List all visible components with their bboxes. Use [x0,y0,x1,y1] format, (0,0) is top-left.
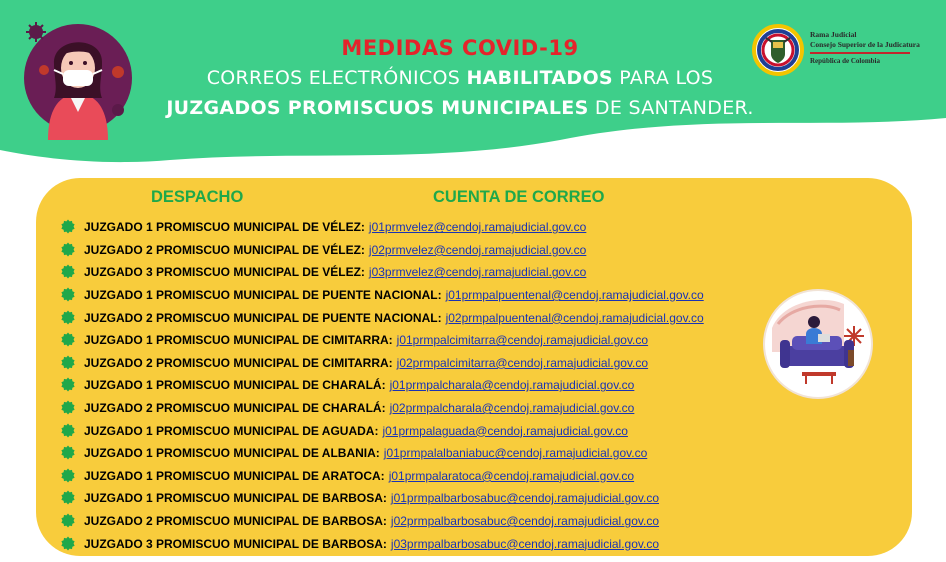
court-name: JUZGADO 2 PROMISCUO MUNICIPAL DE VÉLEZ: [84,242,365,257]
court-email-link[interactable]: j01prmpalcharala@cendoj.ramajudicial.gov.co [389,378,635,393]
court-email-link[interactable]: j01prmpalbarbosabuc@cendoj.ramajudicial.gov.co [390,491,660,506]
court-name: JUZGADO 1 PROMISCUO MUNICIPAL DE VÉLEZ: [84,220,365,235]
court-name: JUZGADO 1 PROMISCUO MUNICIPAL DE AGUADA: [84,423,379,438]
green-badge-icon [60,377,76,393]
list-item [60,442,760,465]
green-badge-icon [60,513,76,529]
court-name: JUZGADO 3 PROMISCUO MUNICIPAL DE VÉLEZ: [84,265,365,280]
list-item [60,216,760,239]
rama-judicial-logo [752,24,922,78]
column-header-despacho: DESPACHO [151,188,244,206]
court-email-link[interactable]: j02prmpalcimitarra@cendoj.ramajudicial.gov.co [396,355,649,370]
green-badge-icon [60,355,76,371]
green-badge-icon [60,219,76,235]
court-email-link[interactable]: j02prmpalcharala@cendoj.ramajudicial.gov.co [389,401,635,416]
list-item [60,261,760,284]
court-name: JUZGADO 2 PROMISCUO MUNICIPAL DE BARBOSA: [84,514,387,529]
list-item [60,306,760,329]
list-item [60,419,760,442]
list-item [60,397,760,420]
court-email-link[interactable]: j02prmvelez@cendoj.ramajudicial.gov.co [368,242,587,257]
list-item [60,329,760,352]
green-badge-icon [60,242,76,258]
green-badge-icon [60,468,76,484]
logo-divider [810,52,910,54]
court-email-link[interactable]: j01prmpalalbaniabuc@cendoj.ramajudicial.gov.co [383,446,648,461]
court-email-link[interactable]: j01prmpalpuentenal@cendoj.ramajudicial.gov.co [445,288,704,303]
courts-list [60,216,760,555]
page-title: MEDIDAS COVID-19 [341,36,579,60]
list-item [60,239,760,262]
court-name: JUZGADO 2 PROMISCUO MUNICIPAL DE CHARALÁ: [84,401,386,416]
court-name: JUZGADO 1 PROMISCUO MUNICIPAL DE ARATOCA: [84,468,385,483]
logo-text: Rama Judicial Consejo Superior de la Judicatura [810,30,920,49]
header-banner [0,0,946,170]
subtitle-line-1: CORREOS ELECTRÓNICOS HABILITADOS PARA LOS [206,67,714,89]
court-name: JUZGADO 1 PROMISCUO MUNICIPAL DE CIMITARRA: [84,333,393,348]
list-item [60,374,760,397]
court-email-link[interactable]: j03prmpalbarbosabuc@cendoj.ramajudicial.gov.co [390,536,660,551]
column-header-cuenta: CUENTA DE CORREO [433,188,605,206]
green-badge-icon [60,400,76,416]
court-email-link[interactable]: j01prmvelez@cendoj.ramajudicial.gov.co [368,220,587,235]
logo-country: República de Colombia [810,57,881,65]
green-badge-icon [60,445,76,461]
list-item [60,352,760,375]
court-email-link[interactable]: j02prmpalbarbosabuc@cendoj.ramajudicial.gov.co [390,514,660,529]
court-name: JUZGADO 1 PROMISCUO MUNICIPAL DE ALBANIA: [84,446,380,461]
court-email-link[interactable]: j01prmpalaratoca@cendoj.ramajudicial.gov.co [388,468,635,483]
list-item [60,532,760,555]
colombia-shield-icon [752,24,804,76]
list-item [60,510,760,533]
court-email-link[interactable]: j01prmpalaguada@cendoj.ramajudicial.gov.co [382,423,628,438]
list-item [60,487,760,510]
list-item [60,284,760,307]
list-item [60,465,760,488]
court-name: JUZGADO 2 PROMISCUO MUNICIPAL DE PUENTE NACIONAL: [84,310,442,325]
court-email-link[interactable]: j02prmpalpuentenal@cendoj.ramajudicial.gov.co [445,310,704,325]
court-email-link[interactable]: j03prmvelez@cendoj.ramajudicial.gov.co [368,265,587,280]
green-badge-icon [60,287,76,303]
court-name: JUZGADO 1 PROMISCUO MUNICIPAL DE BARBOSA: [84,491,387,506]
court-email-link[interactable]: j01prmpalcimitarra@cendoj.ramajudicial.gov.co [396,333,649,348]
court-name: JUZGADO 1 PROMISCUO MUNICIPAL DE CHARALÁ: [84,378,386,393]
court-name: JUZGADO 3 PROMISCUO MUNICIPAL DE BARBOSA: [84,536,387,551]
court-name: JUZGADO 2 PROMISCUO MUNICIPAL DE CIMITARRA: [84,355,393,370]
green-badge-icon [60,310,76,326]
subtitle-line-2: JUZGADOS PROMISCUOS MUNICIPALES DE SANTANDER. [166,97,754,119]
green-badge-icon [60,264,76,280]
green-badge-icon [60,332,76,348]
green-badge-icon [60,536,76,552]
green-badge-icon [60,490,76,506]
green-badge-icon [60,423,76,439]
court-name: JUZGADO 1 PROMISCUO MUNICIPAL DE PUENTE NACIONAL: [84,288,442,303]
woman-on-sofa-icon [762,288,874,400]
